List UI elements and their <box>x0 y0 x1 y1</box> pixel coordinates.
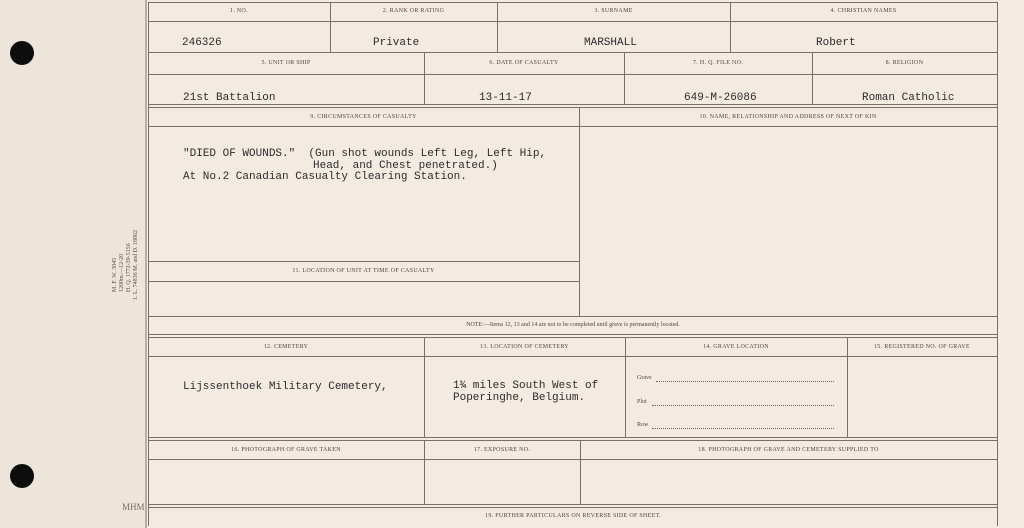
label-number: 1. NO. <box>230 8 248 14</box>
punch-hole-bottom <box>10 464 34 488</box>
value-file-no: 649-M-26086 <box>684 92 757 104</box>
grave-dotted-line <box>656 381 834 382</box>
rule <box>148 107 998 108</box>
punch-hole-top <box>10 41 34 65</box>
circumstances-line-1: "DIED OF WOUNDS." (Gun shot wounds Left Leg, Left Hip, <box>183 148 547 160</box>
plot-line-label: Plot <box>637 399 647 405</box>
value-date: 13-11-17 <box>479 92 532 104</box>
label-unit: 5. UNIT OR SHIP <box>261 60 311 66</box>
label-surname: 3. SURNAME <box>594 8 633 14</box>
label-further-particulars: 19. FURTHER PARTICULARS ON REVERSE SIDE OF SHEET. <box>485 513 661 519</box>
rule <box>148 261 580 262</box>
value-christian-names: Robert <box>816 37 856 49</box>
side-code-2: 1200m.—12-20 <box>119 253 125 292</box>
value-unit: 21st Battalion <box>183 92 276 104</box>
rule <box>148 437 998 438</box>
plot-dotted-line <box>652 405 834 406</box>
label-christian-names: 4. CHRISTIAN NAMES <box>830 8 897 14</box>
rule <box>148 52 998 53</box>
rule <box>148 21 998 22</box>
rule <box>148 2 998 3</box>
grave-line-label: Grave <box>637 375 652 381</box>
clerk-initials: MHM <box>122 502 145 512</box>
rule <box>148 504 998 505</box>
row-dotted-line <box>652 428 834 429</box>
label-circumstances: 9. CIRCUMSTANCES OF CASUALTY <box>310 114 417 120</box>
rule <box>148 440 998 441</box>
circumstances-line-2: Head, and Chest penetrated.) <box>313 160 498 172</box>
label-grave-location: 14. GRAVE LOCATION <box>703 344 769 350</box>
label-religion: 8. RELIGION <box>885 60 924 66</box>
label-exposure-no: 17. EXPOSURE NO. <box>473 447 531 453</box>
rule <box>148 459 998 460</box>
label-date: 6. DATE OF CASUALTY <box>489 60 559 66</box>
label-next-of-kin: 10. NAME, RELATIONSHIP AND ADDRESS OF NEXT OF KIN <box>699 114 877 120</box>
label-unit-location: 11. LOCATION OF UNIT AT TIME OF CASUALTY <box>292 268 435 274</box>
value-cemetery-location-2: Poperinghe, Belgium. <box>453 392 586 404</box>
rule <box>424 337 425 437</box>
label-cemetery-location: 13. LOCATION OF CEMETERY <box>480 344 569 350</box>
note-text: NOTE:—Items 12, 13 and 14 are not to be completed until grave is permanently located. <box>466 322 680 328</box>
rule <box>847 337 848 437</box>
rule <box>148 74 998 75</box>
label-file-no: 7. H. Q. FILE NO. <box>692 60 744 66</box>
rule <box>148 337 998 338</box>
label-cemetery: 12. CEMETERY <box>263 344 309 350</box>
rule <box>148 356 998 357</box>
label-photo-supplied: 18. PHOTOGRAPH OF GRAVE AND CEMETERY SUPPLIED TO <box>698 447 879 453</box>
label-photo-taken: 16. PHOTOGRAPH OF GRAVE TAKEN <box>231 447 341 453</box>
value-cemetery-location-1: 1¾ miles South West of <box>453 380 599 392</box>
side-code-3: H. Q. 1772-39-5156 <box>126 243 132 292</box>
label-rank: 2. RANK OR RATING <box>382 8 445 14</box>
circumstances-line-3: At No.2 Canadian Casualty Clearing Station. <box>183 171 467 183</box>
value-religion: Roman Catholic <box>862 92 955 104</box>
side-code-1: M. F. W. 3045 <box>112 257 118 292</box>
value-number: 246326 <box>182 37 222 49</box>
label-registered-no: 15. REGISTERED NO. OF GRAVE <box>874 344 970 350</box>
value-rank: Private <box>373 37 420 49</box>
rule <box>579 107 580 316</box>
row-line-label: Row <box>637 422 649 428</box>
value-cemetery: Lijssenthoek Military Cemetery, <box>183 381 388 393</box>
rule <box>997 2 998 526</box>
rule <box>148 281 580 282</box>
side-code-4: 1. L. 74836 M. and D. 18862 <box>133 230 139 300</box>
rule <box>148 316 998 317</box>
value-surname: MARSHALL <box>584 37 637 49</box>
rule <box>625 337 626 437</box>
rule <box>148 334 998 335</box>
rule <box>148 507 998 508</box>
rule <box>148 126 998 127</box>
